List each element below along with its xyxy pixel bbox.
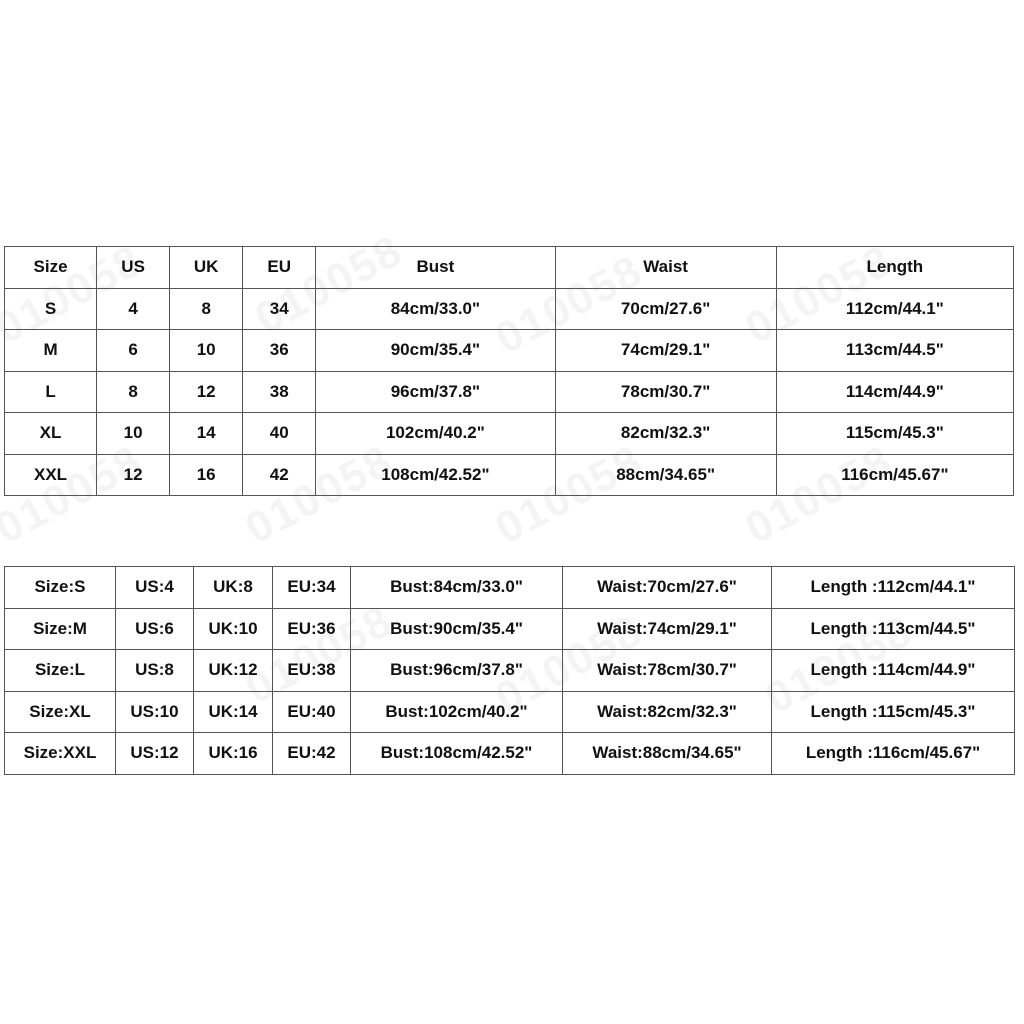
uk-cell: UK:16 — [194, 733, 273, 775]
bust-cell: 90cm/35.4" — [316, 330, 555, 372]
waist-cell: 82cm/32.3" — [555, 413, 776, 455]
waist-cell: 78cm/30.7" — [555, 371, 776, 413]
length-cell: Length :115cm/45.3" — [772, 691, 1015, 733]
waist-cell: 74cm/29.1" — [555, 330, 776, 372]
size-cell: Size:XXL — [5, 733, 116, 775]
header-length: Length — [776, 247, 1013, 289]
table-row — [5, 371, 1014, 413]
size-chart-labelled-table — [4, 566, 1015, 775]
table-row — [5, 650, 1015, 692]
size-cell: XL — [5, 413, 97, 455]
uk-cell: 10 — [170, 330, 243, 372]
us-cell: 6 — [97, 330, 170, 372]
eu-cell: EU:34 — [273, 567, 351, 609]
bust-cell: 96cm/37.8" — [316, 371, 555, 413]
length-cell: 114cm/44.9" — [776, 371, 1013, 413]
length-cell: 113cm/44.5" — [776, 330, 1013, 372]
length-cell: 115cm/45.3" — [776, 413, 1013, 455]
table-header-row — [5, 247, 1014, 289]
length-cell: 112cm/44.1" — [776, 288, 1013, 330]
waist-cell: 70cm/27.6" — [555, 288, 776, 330]
eu-cell: 40 — [243, 413, 316, 455]
us-cell: US:8 — [116, 650, 194, 692]
waist-cell: Waist:78cm/30.7" — [563, 650, 772, 692]
bust-cell: 108cm/42.52" — [316, 454, 555, 496]
uk-cell: 14 — [170, 413, 243, 455]
size-cell: Size:XL — [5, 691, 116, 733]
waist-cell: Waist:70cm/27.6" — [563, 567, 772, 609]
table-row — [5, 288, 1014, 330]
uk-cell: UK:12 — [194, 650, 273, 692]
table-row — [5, 733, 1015, 775]
header-waist: Waist — [555, 247, 776, 289]
uk-cell: 8 — [170, 288, 243, 330]
uk-cell: 12 — [170, 371, 243, 413]
length-cell: Length :114cm/44.9" — [772, 650, 1015, 692]
bust-cell: Bust:84cm/33.0" — [351, 567, 563, 609]
size-cell: XXL — [5, 454, 97, 496]
us-cell: US:6 — [116, 608, 194, 650]
bust-cell: Bust:108cm/42.52" — [351, 733, 563, 775]
eu-cell: 42 — [243, 454, 316, 496]
size-cell: M — [5, 330, 97, 372]
uk-cell: UK:8 — [194, 567, 273, 609]
table-row — [5, 567, 1015, 609]
us-cell: 12 — [97, 454, 170, 496]
bust-cell: 84cm/33.0" — [316, 288, 555, 330]
uk-cell: UK:14 — [194, 691, 273, 733]
eu-cell: EU:38 — [273, 650, 351, 692]
header-bust: Bust — [316, 247, 555, 289]
uk-cell: 16 — [170, 454, 243, 496]
table-row — [5, 691, 1015, 733]
us-cell: US:4 — [116, 567, 194, 609]
header-size: Size — [5, 247, 97, 289]
size-cell: Size:S — [5, 567, 116, 609]
us-cell: 10 — [97, 413, 170, 455]
header-us: US — [97, 247, 170, 289]
eu-cell: 34 — [243, 288, 316, 330]
eu-cell: 38 — [243, 371, 316, 413]
eu-cell: 36 — [243, 330, 316, 372]
length-cell: Length :116cm/45.67" — [772, 733, 1015, 775]
waist-cell: Waist:88cm/34.65" — [563, 733, 772, 775]
length-cell: 116cm/45.67" — [776, 454, 1013, 496]
size-cell: Size:L — [5, 650, 116, 692]
length-cell: Length :112cm/44.1" — [772, 567, 1015, 609]
waist-cell: Waist:82cm/32.3" — [563, 691, 772, 733]
us-cell: 4 — [97, 288, 170, 330]
bust-cell: 102cm/40.2" — [316, 413, 555, 455]
bust-cell: Bust:96cm/37.8" — [351, 650, 563, 692]
length-cell: Length :113cm/44.5" — [772, 608, 1015, 650]
eu-cell: EU:36 — [273, 608, 351, 650]
eu-cell: EU:42 — [273, 733, 351, 775]
bust-cell: Bust:102cm/40.2" — [351, 691, 563, 733]
us-cell: US:10 — [116, 691, 194, 733]
eu-cell: EU:40 — [273, 691, 351, 733]
table-row — [5, 413, 1014, 455]
size-cell: L — [5, 371, 97, 413]
table-row — [5, 330, 1014, 372]
size-cell: Size:M — [5, 608, 116, 650]
size-cell: S — [5, 288, 97, 330]
header-eu: EU — [243, 247, 316, 289]
waist-cell: Waist:74cm/29.1" — [563, 608, 772, 650]
table-row — [5, 454, 1014, 496]
size-chart-table — [4, 246, 1014, 496]
table-row — [5, 608, 1015, 650]
header-uk: UK — [170, 247, 243, 289]
waist-cell: 88cm/34.65" — [555, 454, 776, 496]
uk-cell: UK:10 — [194, 608, 273, 650]
us-cell: US:12 — [116, 733, 194, 775]
bust-cell: Bust:90cm/35.4" — [351, 608, 563, 650]
us-cell: 8 — [97, 371, 170, 413]
